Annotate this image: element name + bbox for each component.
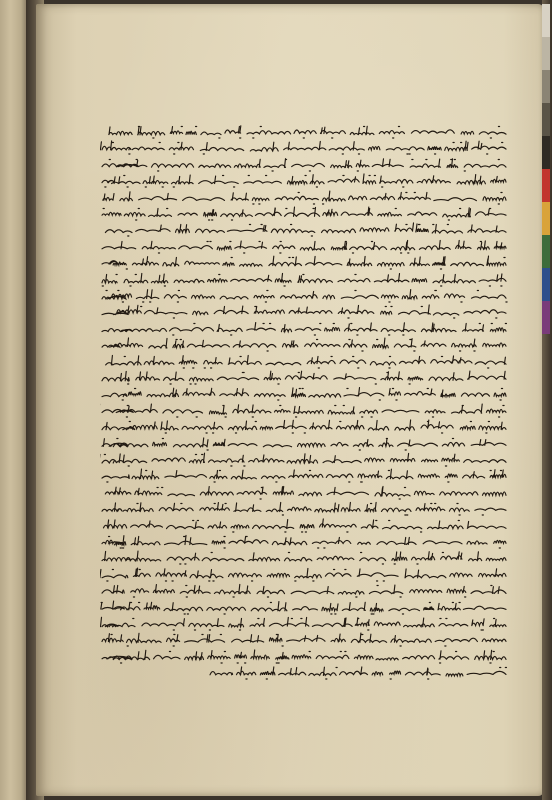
handwritten-ink-stroke <box>109 126 506 138</box>
calibration-swatch <box>542 301 550 334</box>
manuscript-line <box>100 238 508 255</box>
handwritten-ink-stroke <box>100 568 506 581</box>
handwritten-ink-stroke <box>105 223 506 236</box>
manuscript-line <box>100 320 508 337</box>
handwritten-ink-stroke <box>102 207 506 220</box>
handwritten-ink-stroke <box>100 141 506 154</box>
manuscript-line <box>100 156 508 173</box>
handwritten-ink-stroke <box>102 420 506 433</box>
manuscript-line <box>100 484 508 501</box>
handwritten-ink-stroke <box>102 273 506 286</box>
calibration-swatch <box>542 169 550 202</box>
manuscript-line <box>208 664 508 681</box>
manuscript-line <box>100 287 508 304</box>
calibration-swatch <box>542 37 550 70</box>
handwritten-ink-stroke <box>100 256 506 269</box>
manuscript-line <box>100 648 508 665</box>
manuscript-line <box>100 566 508 583</box>
handwritten-ink-stroke <box>102 322 507 334</box>
handwritten-ink-stroke <box>102 503 506 516</box>
manuscript-line <box>100 139 508 156</box>
manuscript-line <box>100 221 508 238</box>
handwritten-ink-stroke <box>102 305 506 318</box>
manuscript-line <box>100 385 508 402</box>
handwritten-ink-stroke <box>100 290 507 302</box>
handwritten-ink-stroke <box>102 388 506 400</box>
manuscript-line <box>100 369 508 386</box>
color-calibration-strip <box>542 4 550 334</box>
manuscript-line <box>100 615 508 632</box>
manuscript-line <box>100 303 508 320</box>
manuscript-line <box>100 205 508 222</box>
handwritten-ink-stroke <box>102 536 506 549</box>
handwritten-ink-stroke <box>100 650 506 663</box>
handwritten-ink-stroke <box>102 585 506 598</box>
calibration-swatch <box>542 202 550 235</box>
manuscript-line <box>100 599 508 616</box>
handwritten-ink-stroke <box>101 601 506 614</box>
handwritten-ink-stroke <box>105 486 506 499</box>
handwritten-ink-stroke <box>106 355 506 368</box>
handwritten-ink-stroke <box>103 191 506 204</box>
handwritten-ink-stroke <box>100 174 506 187</box>
handwritten-ink-stroke <box>102 633 506 646</box>
manuscript-line <box>100 254 508 271</box>
handwritten-ink-stroke <box>102 240 506 253</box>
manuscript-line <box>100 353 508 370</box>
calibration-swatch <box>542 70 550 103</box>
manuscript-line <box>100 435 508 452</box>
calibration-swatch <box>542 136 550 169</box>
manuscript-line <box>100 549 508 566</box>
calibration-swatch <box>542 4 550 37</box>
handwritten-ink-stroke <box>100 158 506 170</box>
text-block <box>100 123 508 679</box>
manuscript-line <box>100 467 508 484</box>
handwritten-ink-stroke <box>102 551 506 564</box>
handwritten-ink-stroke <box>102 437 506 449</box>
manuscript-line <box>100 271 508 288</box>
calibration-swatch <box>542 235 550 268</box>
handwritten-ink-stroke <box>100 338 506 351</box>
handwritten-ink-stroke <box>100 371 506 384</box>
manuscript-line <box>100 582 508 599</box>
calibration-swatch <box>542 268 550 301</box>
manuscript-line <box>100 402 508 419</box>
manuscript-line <box>100 189 508 206</box>
manuscript-line <box>100 123 508 140</box>
manuscript-line <box>100 336 508 353</box>
handwritten-ink-stroke <box>100 404 506 417</box>
manuscript-line <box>100 631 508 648</box>
manuscript-line <box>100 500 508 517</box>
manuscript-line <box>100 172 508 189</box>
manuscript-line <box>100 451 508 468</box>
manuscript-line <box>100 517 508 534</box>
handwritten-ink-stroke <box>102 469 506 482</box>
handwritten-ink-stroke <box>100 453 506 466</box>
manuscript-line <box>100 418 508 435</box>
handwritten-ink-stroke <box>100 617 506 630</box>
handwritten-ink-stroke <box>208 667 507 679</box>
manuscript-line <box>100 533 508 550</box>
handwritten-ink-stroke <box>104 519 507 532</box>
calibration-swatch <box>542 103 550 136</box>
